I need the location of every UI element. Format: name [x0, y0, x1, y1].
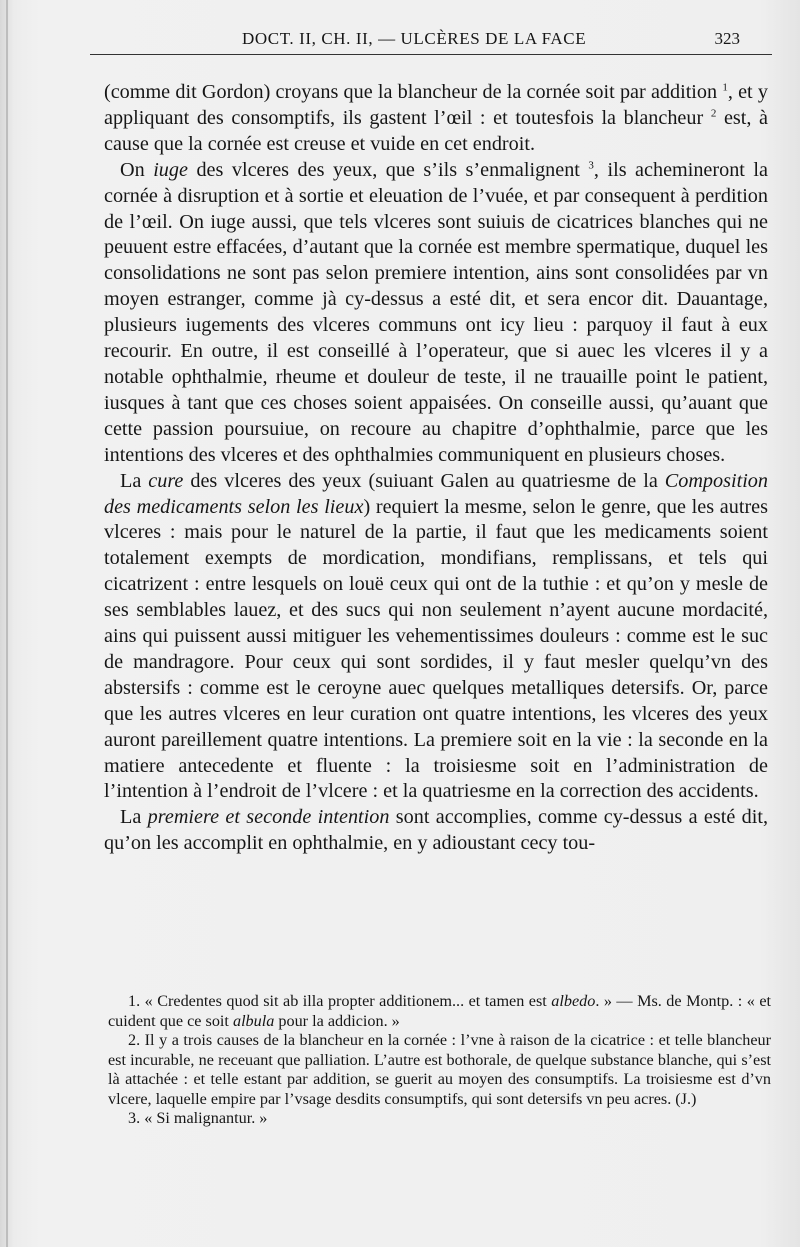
note-reference: 2	[710, 107, 717, 120]
paragraph	[104, 80, 768, 158]
paragraph	[104, 158, 768, 469]
paragraph	[104, 805, 768, 857]
italic-text: Composition des medicaments selon les lieux	[104, 469, 768, 518]
text-run: . » — Ms. de Montp. : « et cuident que ce soit	[108, 992, 771, 1030]
footnote	[108, 992, 771, 1031]
text-run: 3. « Si malignantur. »	[128, 1109, 268, 1127]
italic-text: premiere et seconde intention	[147, 806, 390, 829]
text-run: ) requiert la mesme, selon le genre, que les autres vlceres : mais pour le naturel de la partie, il faut que les medicaments soient totalement exempts de mordication, mondifians, remplissans, et tels qui cicatrizent : entre lesquels on louë ceux qui ont de la tuthie : et qu’on y mesle de ses semblables lauez, et des sucs qui non seulement n’ayent aucune mordacité, ains qui puissent aussi mitiguer les vehementissimes douleurs : comme est le suc de mandragore. Pour ceux qui sont sordides, il y faut mesler quelqu’vn des abstersifs : comme est le ceroyne auec quelques metalliques detersifs. Or, parce que les autres vlceres en leur curation ont quatre intentions, les vlceres des yeux auront pareillement quatre intentions. La premiere soit en la vie : la seconde en la matiere antecedente et fluente : la troisiesme soit en l’administration de l’intention à l’endroit de l’vlcere : et la quatriesme en la correction des accidents.	[104, 495, 768, 803]
page-edge-shadow	[6, 0, 8, 1247]
text-run: (comme dit Gordon) croyans que la blancheur de la cornée soit par addition	[104, 81, 723, 103]
paragraph	[104, 469, 768, 806]
text-run: 2. Il y a trois causes de la blancheur en la cornée : l’vne à raison de la cicatrice : et telle blancheur est incurable, ne receuant que palliation. L’autre est bothorale, de quelque substance blanche, qui s’est là attachée : et telle estant par addition, se guerit au moyen des consumptifs. La troisiesme est d’vn vlcere, laquelle empire par l’vsage desdits consumptifs, qui sont detersifs vn peu acres. (J.)	[108, 1031, 771, 1108]
running-head: DOCT. II, CH. II, — ULCÈRES DE LA FACE	[242, 29, 587, 48]
text-run: est, à cause que la cornée est creuse et vuide en cet endroit.	[104, 106, 768, 155]
note-reference: 3	[588, 158, 594, 171]
text-run: La	[120, 806, 148, 829]
text-run: des vlceres des yeux, que s’ils s’enmalignent	[187, 158, 589, 181]
main-text	[104, 80, 768, 857]
note-reference: 1	[722, 81, 728, 94]
italic-text: iuge	[153, 158, 188, 181]
text-run: sont accomplies, comme cy-dessus a esté dit, qu’on les accomplit en ophthalmie, en y adioustant cecy tou-	[104, 806, 769, 855]
footnotes	[108, 992, 771, 1129]
italic-text: albedo	[551, 992, 596, 1010]
page-number: 323	[714, 29, 740, 48]
footnote	[108, 1031, 771, 1109]
text-run: , ils achemineront la cornée à disruption et à sortie et eleuation de l’vuée, et par consequent à perdition de l’œil. On iuge aussi, que tels vlceres sont suiuis de cicatrices blanches qui ne peuuent estre effacées, d’autant que la cornée est membre spermatique, duquel les consolidations ne sont pas selon premiere intention, ains sont consolidées par vn moyen estranger, comme jà cy-dessus a esté dit, et sera encor dit. Dauantage, plusieurs iugements des vlceres communs ont icy lieu : parquoy il faut à eux recourir. En outre, il est conseillé à l’operateur, que si auec les vlceres il y a notable ophthalmie, rheume et douleur de teste, il ne trauaille point le patient, iusques à tant que ces choses soient appaisées. On conseille aussi, qu’auant que cette passion poursuiue, on recoure au chapitre d’ophthalmie, parce que les intentions des vlceres et des ophthalmies communiquent en plusieurs choses.	[104, 158, 768, 466]
italic-text: cure	[148, 469, 184, 492]
italic-text: albula	[232, 1011, 275, 1030]
text-run: pour la addicion. »	[274, 1011, 400, 1030]
text-run: , et y appliquant des consomptifs, ils gastent l’œil : et toutesfois la blancheur	[104, 81, 768, 129]
text-run: On	[120, 158, 154, 181]
footnote	[108, 1109, 771, 1129]
text-run: 1. « Credentes quod sit ab illa propter additionem... et tamen est	[128, 992, 552, 1010]
page-header	[90, 28, 772, 55]
text-run: des vlceres des yeux (suiuant Galen au quatriesme de la	[183, 469, 665, 492]
text-run: La	[120, 469, 149, 492]
